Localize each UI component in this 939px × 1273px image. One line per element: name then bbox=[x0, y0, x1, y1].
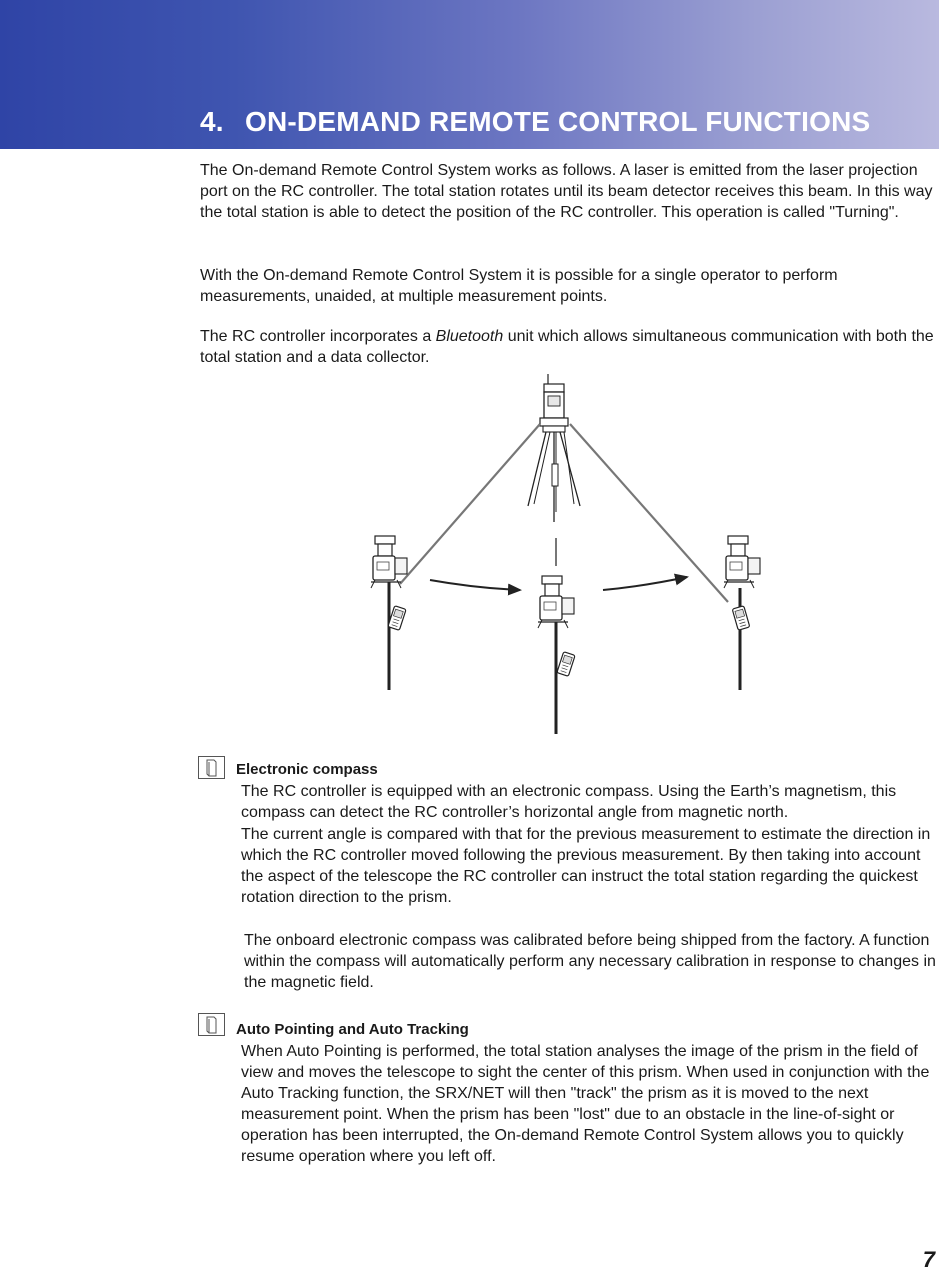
remote-control-illustration bbox=[360, 372, 780, 740]
intro-paragraph-2: With the On-demand Remote Control System it is possible for a single operator to perform measurements, unaided, at multiple measurement points. bbox=[200, 267, 838, 305]
chapter-title bbox=[200, 106, 870, 138]
intro-paragraph-1: The On-demand Remote Control System works as follows. A laser is emitted from the laser projection port on the RC controller. The total station rotates until its beam detector receives this beam. In this way the total station is able to detect the position of the RC controller. This operation is called "Turning". bbox=[200, 162, 933, 221]
move-arrow-right bbox=[603, 577, 687, 590]
chapter-title-text: ON-DEMAND REMOTE CONTROL FUNCTIONS bbox=[245, 106, 871, 137]
move-arrow-left bbox=[430, 580, 520, 590]
note-auto-pointing-text: When Auto Pointing is performed, the total station analyses the image of the prism in the field of view and moves the telescope to sight the center of this prism. When used in conjunction with the Auto Tracking function, the SRX/NET will then "track" the prism as it is moved to the next measurement point. When the prism has been "lost" due to an obstacle in the line-of-sight or operation has been interrupted, the On-demand Remote Control System allows you to quickly resume operation where you left off. bbox=[241, 1043, 930, 1165]
note-heading-auto-pointing: Auto Pointing and Auto Tracking bbox=[236, 1021, 469, 1038]
rc-pole-left bbox=[371, 536, 407, 690]
total-station bbox=[540, 374, 568, 432]
note-heading-electronic-compass: Electronic compass bbox=[236, 761, 378, 778]
note-electronic-compass-text-1: The RC controller is equipped with an electronic compass. Using the Earth’s magnetism, this compass can detect the RC controller’s horizontal angle from magnetic north. bbox=[241, 783, 897, 821]
bluetooth-term: Bluetooth bbox=[435, 328, 504, 345]
rc-pole-center bbox=[538, 576, 575, 734]
rc-pole-right bbox=[724, 536, 760, 690]
chapter-number: 4. bbox=[200, 106, 224, 137]
note-electronic-compass-text-2: The current angle is compared with that for the previous measurement to estimate the direction in which the RC controller moved following the previous measurement. By then taking into account the aspect of the telescope the RC controller can instruct the total station regarding the quickest rotation direction to the prism. bbox=[241, 826, 931, 906]
note-icon bbox=[198, 1013, 225, 1036]
note-icon bbox=[198, 756, 225, 779]
note-electronic-compass-text-3: The onboard electronic compass was calibrated before being shipped from the factory. A function within the compass will automatically perform any necessary calibration in response to changes in the magnetic field. bbox=[244, 932, 936, 991]
page-number: 7 bbox=[922, 1247, 935, 1272]
line-to-right-controller bbox=[570, 424, 728, 602]
tripod bbox=[528, 432, 580, 522]
intro-paragraph-3: The RC controller incorporates a Bluetooth unit which allows simultaneous communication with both the total station and a data collector. bbox=[200, 328, 934, 366]
line-to-left-controller bbox=[400, 424, 540, 584]
